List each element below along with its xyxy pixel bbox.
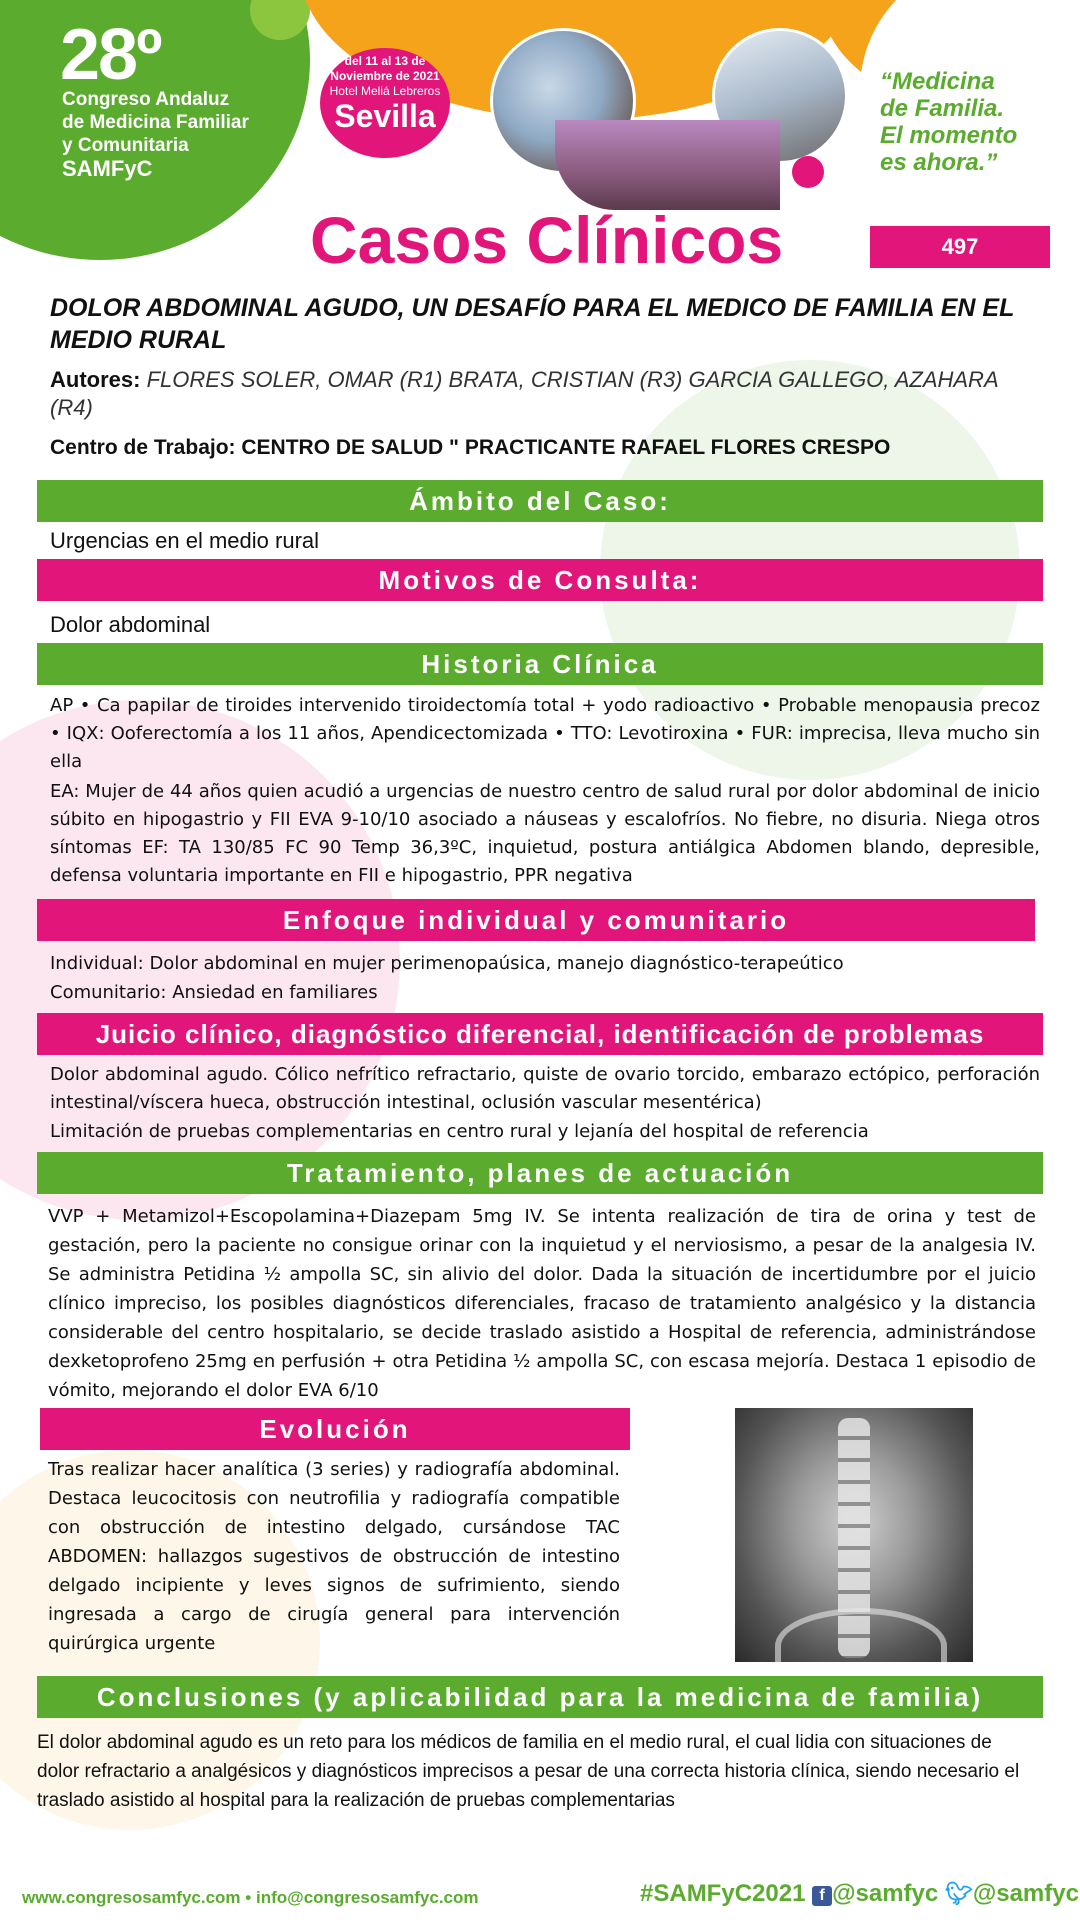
- hashtag-text: #SAMFyC2021: [640, 1880, 806, 1907]
- congress-name: [62, 88, 249, 180]
- section-heading-historia: Historia Clínica: [37, 643, 1043, 685]
- workplace-line: [50, 436, 1050, 460]
- page-title: Casos Clínicos: [310, 203, 784, 277]
- footer-social: [640, 1880, 1079, 1908]
- authors-line: [50, 366, 1040, 422]
- footer-contact: [22, 1888, 479, 1908]
- workplace-name: CENTRO DE SALUD " PRACTICANTE RAFAEL FLORES CRESPO: [241, 436, 891, 459]
- document-title: DOLOR ABDOMINAL AGUDO, UN DESAFÍO PARA EL MEDICO DE FAMILIA EN EL MEDIO RURAL: [50, 294, 1014, 354]
- section-heading-conclusiones: Conclusiones (y aplicabilidad para la medicina de familia): [37, 1676, 1043, 1718]
- slogan-line: “Medicina: [880, 68, 995, 95]
- footer-email-link[interactable]: info@congresosamfyc.com: [255, 1888, 479, 1907]
- historia-ap-text: AP • Ca papilar de tiroides intervenido tiroidectomía total + yodo radioactivo • Probable menopausia precoz • IQX: Ooferectomía a los 11 años, Apendicectomizada • TTO: Levotiroxina • FUR: imprecisa, lleva mucho sin ella: [50, 695, 1040, 772]
- pink-dot: [792, 156, 824, 188]
- workplace-label: Centro de Trabajo:: [50, 436, 236, 459]
- section-heading-tratamiento: Tratamiento, planes de actuación: [37, 1152, 1043, 1194]
- date-line-2: Noviembre de 2021: [330, 69, 440, 83]
- motivos-text: Dolor abdominal: [50, 612, 211, 637]
- facebook-handle[interactable]: @samfyc: [832, 1880, 939, 1907]
- footer-separator: •: [245, 1888, 252, 1907]
- city-text: Sevilla: [334, 98, 436, 134]
- enfoque-comunitario-text: Comunitario: Ansiedad en familiares: [50, 982, 378, 1003]
- congress-name-line: SAMFyC: [62, 156, 153, 181]
- congress-number: 28º: [60, 15, 161, 95]
- enfoque-individual-text: Individual: Dolor abdominal en mujer perimenopaúsica, manejo diagnóstico-terapeútico: [50, 953, 844, 974]
- date-badge: [320, 48, 450, 158]
- juicio-limitacion-text: Limitación de pruebas complementarias en centro rural y lejanía del hospital de referencia: [50, 1121, 869, 1142]
- footer-website-link[interactable]: www.congresosamfyc.com: [22, 1888, 241, 1907]
- twitter-handle[interactable]: @samfyc: [972, 1880, 1079, 1907]
- date-line-1: del 11 al 13 de: [344, 54, 426, 68]
- header-banner: [0, 0, 1080, 290]
- facebook-icon: f: [812, 1886, 832, 1906]
- section-heading-juicio: Juicio clínico, diagnóstico diferencial, identificación de problemas: [37, 1013, 1043, 1055]
- conclusiones-text: El dolor abdominal agudo es un reto para los médicos de familia en el medio rural, el cual lidia con situaciones de dolor refractario a analgésicos y diagnósticos imprecisos a pesar de una correcta historia clínica, siendo necesario el traslado asistido al hospital para la realización de pruebas complementarias: [37, 1732, 1020, 1811]
- abdominal-xray-image: [735, 1408, 973, 1662]
- section-heading-enfoque: Enfoque individual y comunitario: [37, 899, 1035, 941]
- section-heading-evolucion: Evolución: [40, 1408, 630, 1450]
- slogan-line: de Familia.: [880, 95, 1005, 122]
- authors-label: Autores:: [50, 367, 141, 392]
- xray-pelvis: [775, 1608, 947, 1662]
- congress-name-line: de Medicina Familiar: [62, 112, 249, 133]
- tratamiento-text: VVP + Metamizol+Escopolamina+Diazepam 5mg IV. Se intenta realización de tira de orina y test de gestación, pero la paciente no consigue orinar con la inquietud y el nerviosismo, a pesar de la analgesia IV. Se administra Petidina ½ ampolla SC, sin alivio del dolor. Dada la situación de incertidumbre por el juicio clínico impreciso, los posibles diagnósticos diferenciales, fracaso de tratamiento analgésico y la distancia considerable del centro hospitalario, se decide traslado asistido a Hospital de referencia, administrándose dexketoprofeno 25mg en perfusión + otra Petidina ½ ampolla SC, con escasa mejoría. Destaca 1 episodio de vómito, mejorando el dolor EVA 6/10: [48, 1206, 1036, 1401]
- congress-name-line: Congreso Andaluz: [62, 89, 230, 110]
- congress-name-line: y Comunitaria: [62, 135, 189, 156]
- authors-names: FLORES SOLER, OMAR (R1) BRATA, CRISTIAN (R3) GARCIA GALLEGO, AZAHARA (R4): [50, 367, 998, 420]
- evolucion-text: Tras realizar hacer analítica (3 series) y radiografía abdominal. Destaca leucocitosis con neutrofilia y radiografía compatible con obstrucción de intestino delgado, cursándose TAC ABDOMEN: hallazgos sugestivos de obstrucción de intestino delgado incipiente y leves signos de sufrimiento, siendo ingresada a cargo de cirugía general para intervención quirúrgica urgente: [48, 1459, 620, 1654]
- twitter-icon: 🐦︎: [944, 1881, 973, 1906]
- slogan-quote: [880, 68, 1017, 176]
- sevilla-buildings-photo: [555, 120, 780, 210]
- juicio-text: Dolor abdominal agudo. Cólico nefrítico refractario, quiste de ovario torcido, embarazo ectópico, perforación intestinal/víscera hueca, obstrucción intestinal, oclusión vascular mesentérica): [50, 1064, 1040, 1113]
- section-heading-motivos: Motivos de Consulta:: [37, 559, 1043, 601]
- case-number-badge: 497: [870, 226, 1050, 268]
- slogan-line: es ahora.”: [880, 149, 998, 176]
- venue-text: Hotel Meliá Lebreros: [329, 84, 441, 98]
- historia-ea-text: EA: Mujer de 44 años quien acudió a urgencias de nuestro centro de salud rural por dolor abdominal de inicio súbito en hipogastrio y FII EVA 9-10/10 asociado a náuseas y escalofríos. No fiebre, no disuria. Niega otros síntomas EF: TA 130/85 FC 90 Temp 36,3ºC, inquietud, postura antiálgica Abdomen blando, depresible, defensa voluntaria importante en FII e hipogastrio, PPR negativa: [50, 781, 1040, 886]
- slogan-line: El momento: [880, 122, 1018, 149]
- section-heading-ambito: Ámbito del Caso:: [37, 480, 1043, 522]
- ambito-text: Urgencias en el medio rural: [50, 528, 320, 553]
